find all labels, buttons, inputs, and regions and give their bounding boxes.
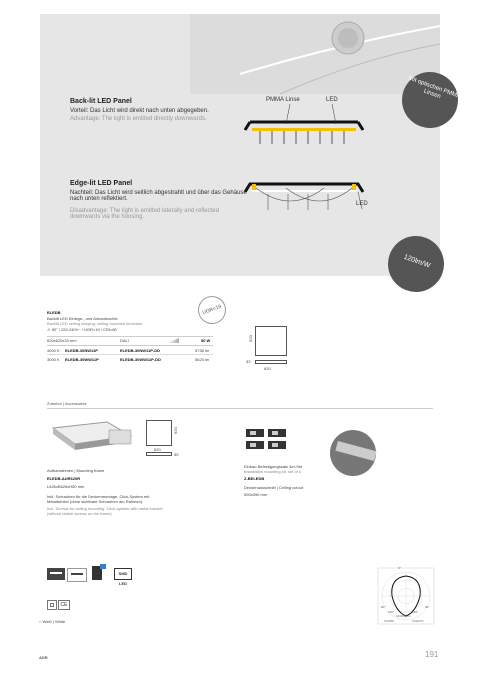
- led-label-side: LED: [356, 201, 368, 207]
- frame-note-en: Incl. Screws for ceiling mounting. Click-system with metal bracket (without visible screws on the frame).: [47, 506, 163, 516]
- edgelit-text-en: Disadvantage: The light is emitted laterally and reflected downwards via the housing.: [70, 208, 219, 220]
- recessed-icon: [47, 568, 65, 580]
- cutout-value: 590x590 mm: [244, 492, 268, 497]
- header-size: 620x620x33 mm: [47, 338, 77, 343]
- mounting-kit-image: [244, 427, 292, 453]
- accessories-heading: Zubehör | Accessories: [47, 401, 87, 406]
- frame-note-de: Inkl. Schrauben für die Deckenmontage. Click-System mit Metallwinkel (ohne sichtbare Schrauben am Rahmen).: [47, 494, 150, 504]
- product-desc-en: Backlit LED ceiling inlaying, ceiling mounted luminaire: [47, 321, 143, 326]
- polar-label-top: 0°: [398, 566, 401, 570]
- table-row: 4000 K ELEDB-30NW11P ELEDB-30NW11P-DD 5736 lm: [47, 346, 213, 355]
- frame-dim-height: 620: [172, 427, 178, 434]
- product-desc-de: Backlit LED Einlege-, und Anbauleuchte: [47, 316, 118, 321]
- kit-code: Z-BELEDB: [244, 476, 265, 481]
- frame-dim-width: 620: [154, 447, 161, 452]
- cutout-label: Deckenausschnitt | Ceiling cutout: [244, 485, 304, 490]
- frame-title: Aufbaurahmen | Mounting frame: [47, 468, 105, 473]
- polar-label-bottom-left: 180°: [388, 610, 395, 614]
- table-row: 3000 K ELEDB-30WW11P ELEDB-30WW11P-DD 5624 lm: [47, 357, 210, 362]
- efficacy-badge: 120lm/W: [380, 228, 452, 300]
- frame-size: L626xB626xH50 mm: [47, 484, 85, 489]
- led-label-top: LED: [326, 97, 338, 103]
- dim-depth: 33: [246, 359, 251, 364]
- pmma-badge: Mit optischen PMMA Linsen: [394, 64, 466, 136]
- kit-title: Einbau Befestigungssatz 4er-Set: [244, 464, 303, 469]
- polar-label-left: -90°: [380, 605, 386, 609]
- class-ii-icon: [47, 600, 57, 610]
- edgelit-text-de: Nachteil: Das Licht wird seitlich abgestrahlt und über das Gehäuse nach unten reflektiert.: [70, 190, 247, 202]
- polar-caption: cd/1000 lm: [396, 614, 411, 618]
- backlit-text-de: Vorteil: Das Licht wird direkt nach unten abgegeben.: [70, 108, 209, 114]
- ugr-badge: UGR<19: [194, 292, 230, 328]
- ce-icon: CE: [58, 600, 70, 610]
- product-code: ELEDB: [47, 310, 61, 315]
- hero-banner: [40, 14, 462, 276]
- polar-legend-a: C0/180: [384, 619, 394, 623]
- frame-dimension-drawing: [146, 420, 172, 446]
- dim-width: 620: [264, 366, 271, 371]
- pmma-label: PMMA Linse: [266, 97, 300, 103]
- dimming-icon: [167, 338, 179, 343]
- plug-icon: [100, 564, 106, 569]
- product-dimension-drawing: [255, 326, 287, 356]
- frame-side-view: [146, 452, 172, 456]
- smd-led-icon: SMD LED: [114, 568, 132, 580]
- edgelit-title: Edge-lit LED Panel: [70, 180, 133, 187]
- dim-height: 620: [247, 335, 253, 342]
- backlit-title: Back-lit LED Panel: [70, 98, 132, 105]
- surface-mount-icon: [67, 568, 87, 582]
- polar-legend-b: C90/270: [412, 619, 424, 623]
- color-label: ○ Weiß | White: [39, 619, 66, 624]
- polar-label-bottom-right: 180°: [412, 610, 419, 614]
- mounting-frame-image: [47, 418, 135, 456]
- table-header: [47, 336, 213, 346]
- accessories-divider: [47, 408, 433, 409]
- header-power: 50 W: [201, 338, 211, 343]
- brand-label: ADR: [39, 655, 48, 660]
- product-side-view: [255, 360, 287, 364]
- backlit-text-en: Advantage: The light is emitted directly downwards.: [70, 116, 207, 122]
- header-dali: DALI: [120, 338, 129, 343]
- product-specs: ⚠ 90° / 220-240V~ / UGR<19 / CRI>80: [47, 327, 117, 332]
- kit-subtitle: Installation mounting kit, set of 4: [244, 469, 302, 474]
- mounting-detail-image: [330, 430, 376, 476]
- hero-graphics: [40, 14, 440, 276]
- polar-label-right: 90°: [425, 605, 430, 609]
- page-number: 191: [425, 650, 439, 659]
- product-table: [47, 336, 213, 363]
- frame-code: ELEDB-AUR620R: [47, 476, 81, 481]
- frame-dim-depth: 50: [174, 452, 179, 457]
